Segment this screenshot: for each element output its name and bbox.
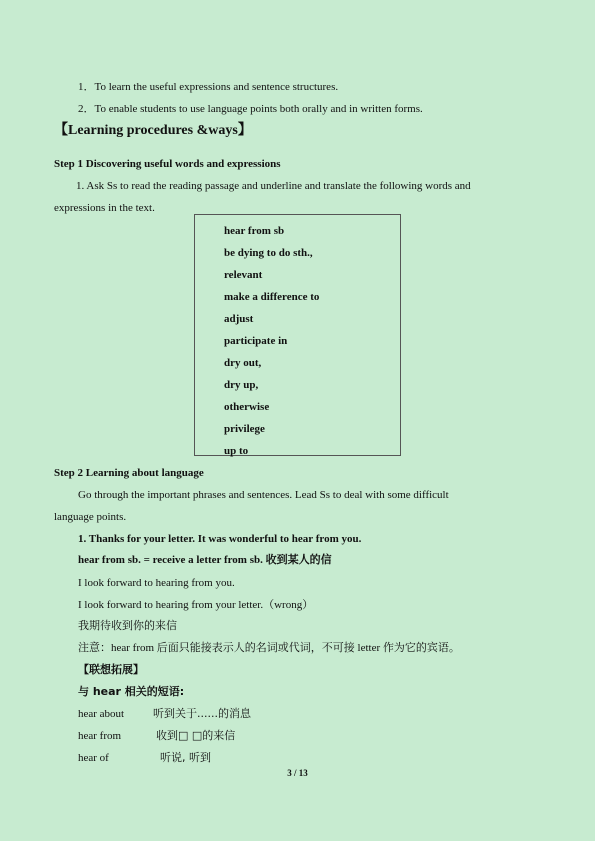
objective-2: 2．To enable students to use language points both orally and in written forms. [78, 103, 423, 115]
example-2: I look forward to hearing from your letter.（wrong） [78, 599, 314, 611]
vocab-item: dry out, [224, 357, 262, 369]
step1-instruction-1: 1. Ask Ss to read the reading passage and underline and translate the following words and [76, 180, 471, 192]
vocab-item: participate in [224, 335, 288, 347]
step2-instruction-1: Go through the important phrases and sentences. Lead Ss to deal with some difficult [78, 489, 449, 501]
vocab-item: otherwise [224, 401, 270, 413]
phrase-cn: 听到关于......的消息 [153, 707, 251, 720]
vocab-item: adjust [224, 313, 254, 325]
vocab-item: up to [224, 445, 249, 457]
procedures-heading: 【Learning procedures &ways】 [54, 123, 252, 138]
phrase-en: hear of [78, 752, 109, 764]
phrase-cn: 收到□ □的来信 [156, 729, 236, 742]
vocab-item: make a difference to [224, 291, 320, 303]
related-heading: 与 hear 相关的短语: [78, 685, 185, 698]
step2-title: Step 2 Learning about language [54, 467, 204, 479]
phrase-cn: 听说, 听到 [160, 751, 211, 764]
step1-instruction-2: expressions in the text. [54, 202, 155, 214]
extend-heading: 【联想拓展】 [78, 663, 144, 676]
phrase-en: hear from [78, 730, 122, 742]
page-number: 3 / 13 [287, 768, 308, 778]
vocab-item: hear from sb [224, 225, 285, 237]
vocab-item: be dying to do sth., [224, 247, 313, 259]
note: 注意：hear from 后面只能接表示人的名词或代词，不可接 letter 作为它的宾语。 [78, 642, 460, 654]
step2-instruction-2: language points. [54, 511, 127, 523]
objective-1: 1．To learn the useful expressions and sentence structures. [78, 81, 339, 93]
step1-title: Step 1 Discovering useful words and expressions [54, 158, 281, 170]
vocab-item: privilege [224, 423, 265, 435]
vocab-item: relevant [224, 269, 263, 281]
vocab-item: dry up, [224, 379, 259, 391]
phrase-en: hear about [78, 708, 125, 720]
point-1-definition: hear from sb. = receive a letter from sb. 收到某人的信 [78, 554, 332, 566]
vocab-box [194, 214, 401, 456]
example-3: 我期待收到你的来信 [78, 619, 177, 632]
point-1: 1. Thanks for your letter. It was wonderful to hear from you. [78, 533, 362, 545]
example-1: I look forward to hearing from you. [78, 577, 235, 589]
